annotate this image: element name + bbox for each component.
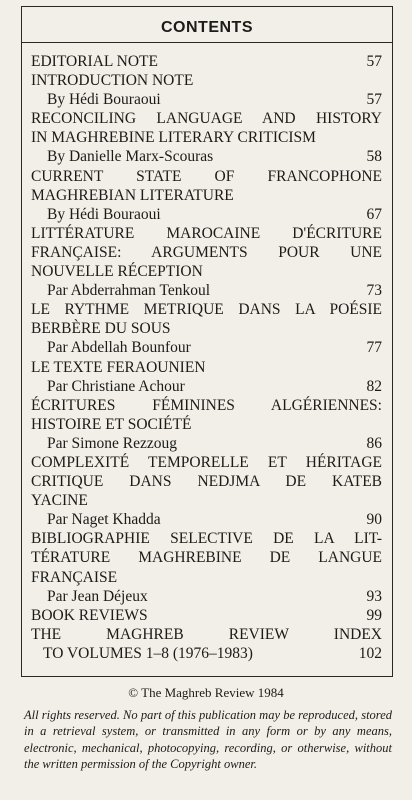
contents-entry xyxy=(31,606,382,625)
contents-entry xyxy=(31,300,382,357)
entry-title: RECONCILING LANGUAGE AND HISTORY xyxy=(31,110,382,128)
entry-title: LE RYTHME METRIQUE DANS LA POÉSIE xyxy=(31,301,382,319)
entry-page-number: 99 xyxy=(366,606,382,624)
contents-entry xyxy=(31,224,382,300)
entry-author: Par Abderrahman Tenkoul xyxy=(47,282,211,300)
contents-entry xyxy=(31,109,382,166)
entry-author: Par Jean Déjeux xyxy=(47,587,148,605)
entry-title: FRANÇAISE: ARGUMENTS POUR UNE xyxy=(31,243,382,261)
entry-page-number: 57 xyxy=(366,53,382,70)
entry-page-number: 58 xyxy=(366,148,382,166)
entry-title: BERBÈRE DU SOUS xyxy=(31,320,171,338)
contents-box xyxy=(21,6,393,677)
contents-heading: CONTENTS xyxy=(161,19,253,36)
entry-page-number: 67 xyxy=(366,205,382,223)
entry-author: By Hédi Bouraoui xyxy=(47,91,161,109)
heading-divider xyxy=(22,42,392,43)
contents-entry xyxy=(31,71,382,109)
entry-title: COMPLEXITÉ TEMPORELLE ET HÉRITAGE xyxy=(31,453,382,471)
entry-title: CRITIQUE DANS NEDJMA DE KATEB xyxy=(31,473,382,491)
entry-author: Par Simone Rezzoug xyxy=(47,434,178,452)
entry-title: MAGHREBIAN LITERATURE xyxy=(31,186,234,204)
contents-list xyxy=(31,52,382,663)
contents-entry xyxy=(31,358,382,396)
contents-entry xyxy=(31,396,382,453)
entry-title: BIBLIOGRAPHIE SELECTIVE DE LA LIT- xyxy=(31,530,382,548)
entry-title: LITTÉRATURE MAROCAINE D'ÉCRITURE xyxy=(31,224,382,242)
entry-title: FRANÇAISE xyxy=(31,568,118,586)
entry-title: TÉRATURE MAGHREBINE DE LANGUE xyxy=(31,549,382,567)
entry-title: THE MAGHREB REVIEW INDEX xyxy=(31,625,382,643)
entry-author: Par Abdellah Bounfour xyxy=(47,339,191,357)
entry-page-number: 90 xyxy=(366,511,382,529)
entry-author: Par Christiane Achour xyxy=(47,377,185,395)
entry-title: INTRODUCTION NOTE xyxy=(31,72,194,90)
entry-title: IN MAGHREBINE LITERARY CRITICISM xyxy=(31,129,316,147)
contents-entry xyxy=(31,625,382,663)
contents-entry xyxy=(31,52,382,71)
rights-statement: All rights reserved. No part of this publication may be reproduced, stored in a retrieval system, or transmitted in any form or by any means, electronic, mechanical, photocopying, recording, or otherwise, without the written permission of the Copyright owner. xyxy=(24,708,392,772)
entry-page-number: 77 xyxy=(366,339,382,357)
entry-title: HISTOIRE ET SOCIÉTÉ xyxy=(31,415,192,433)
entry-author: Par Naget Khadda xyxy=(47,511,161,529)
entry-page-number: 102 xyxy=(358,644,382,662)
contents-entry xyxy=(31,529,382,605)
entry-page-number: 57 xyxy=(366,91,382,109)
entry-title: CURRENT STATE OF FRANCOPHONE xyxy=(31,167,382,185)
entry-author: By Hédi Bouraoui xyxy=(47,205,161,223)
entry-title: EDITORIAL NOTE xyxy=(31,53,158,70)
contents-entry xyxy=(31,167,382,224)
entry-title: YACINE xyxy=(31,492,88,510)
entry-page-number: 93 xyxy=(366,587,382,605)
entry-title: TO VOLUMES 1–8 (1976–1983) xyxy=(43,644,253,662)
entry-page-number: 82 xyxy=(366,377,382,395)
copyright-notice: © The Maghreb Review 1984 xyxy=(128,685,284,700)
entry-title: NOUVELLE RÉCEPTION xyxy=(31,263,203,281)
contents-entry xyxy=(31,453,382,529)
entry-author: By Danielle Marx-Scouras xyxy=(47,148,214,166)
entry-page-number: 86 xyxy=(366,434,382,452)
entry-title: ÉCRITURES FÉMININES ALGÉRIENNES: xyxy=(31,396,382,414)
entry-page-number: 73 xyxy=(366,282,382,300)
entry-title: LE TEXTE FERAOUNIEN xyxy=(31,358,206,376)
entry-title: BOOK REVIEWS xyxy=(31,606,148,624)
